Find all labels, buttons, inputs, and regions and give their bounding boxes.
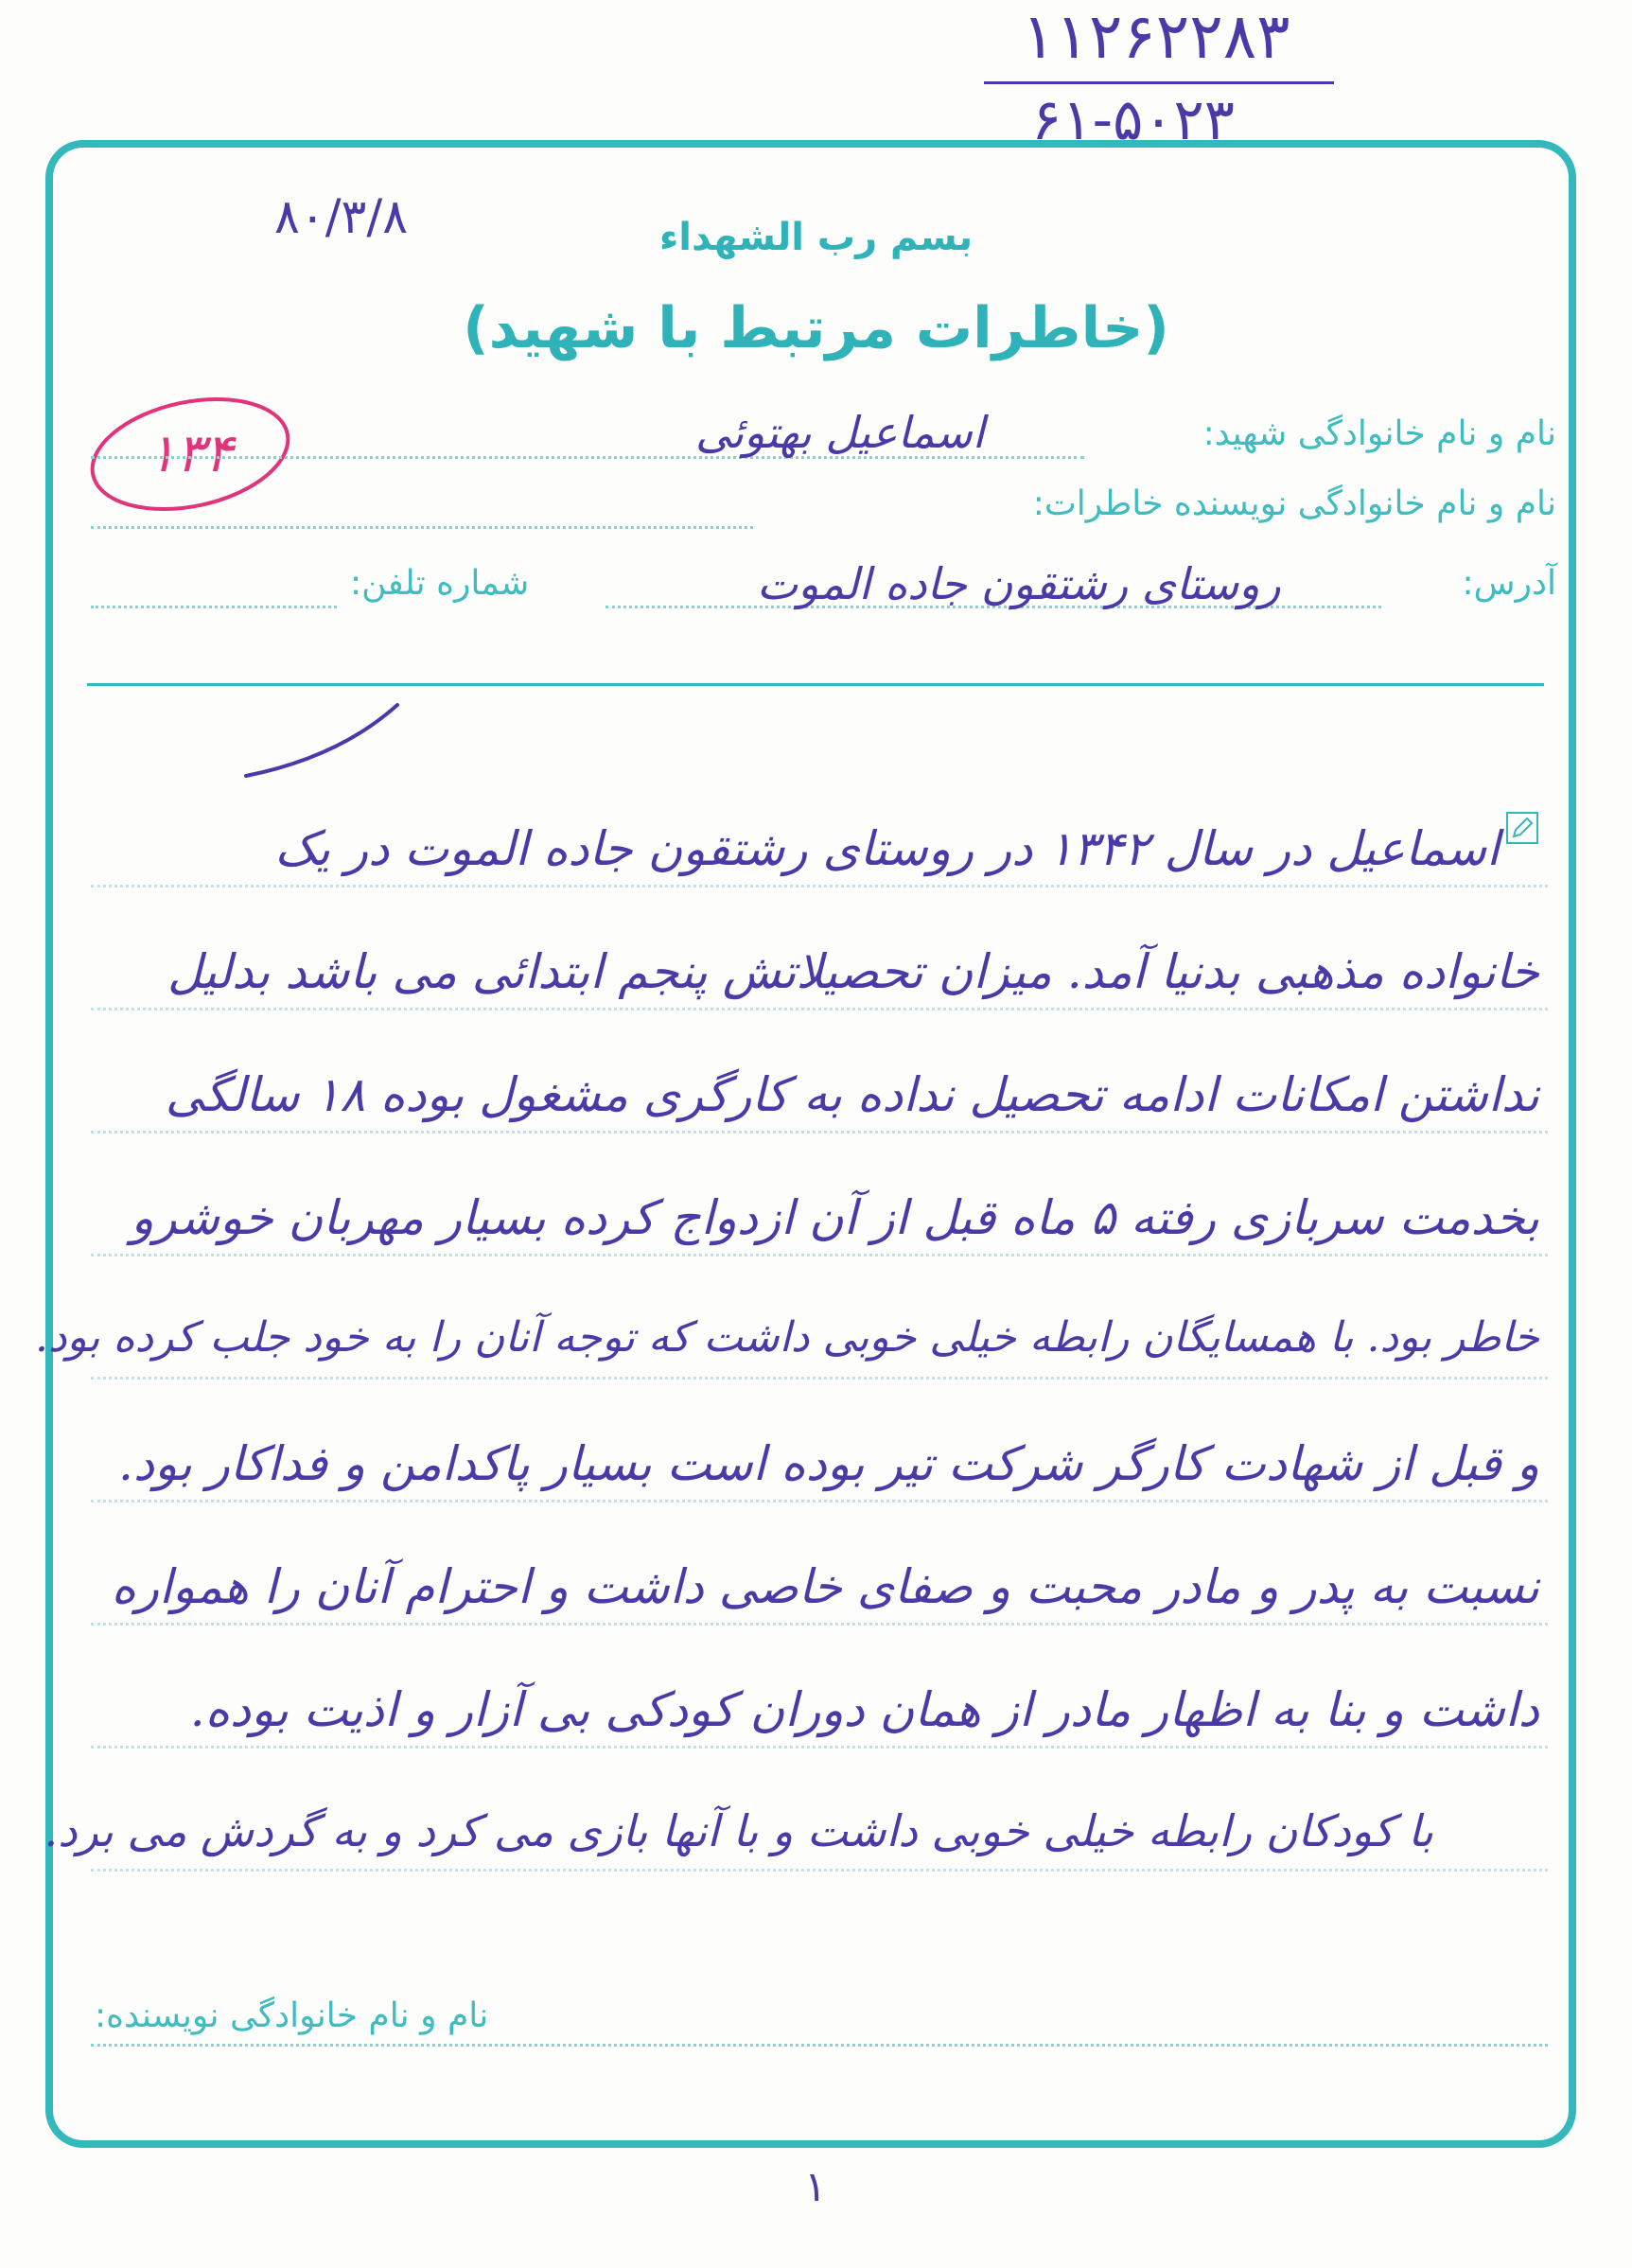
memoir-line: با کودکان رابطه خیلی خوبی داشت و با آنها بازی می کرد و به گردش می برد. xyxy=(44,1805,1433,1856)
pencil-icon xyxy=(1506,812,1538,844)
writer-name-line xyxy=(91,526,753,529)
phone-line xyxy=(91,606,337,608)
memoir-line: نسبت به پدر و مادر محبت و صفای خاصی داشت و احترام آنان را همواره xyxy=(111,1559,1539,1614)
memoir-line: بخدمت سربازی رفته ۵ ماه قبل از آن ازدواج کرده بسیار مهربان خوشرو xyxy=(131,1190,1539,1245)
ruled-line xyxy=(91,1131,1548,1134)
ruled-line xyxy=(91,1008,1548,1011)
archive-number-top: ۱۱۲۶۲۲۸۳ xyxy=(1022,0,1290,73)
memoir-line: داشت و بنا به اظهار مادر از همان دوران کودکی بی آزار و اذیت بوده. xyxy=(189,1682,1539,1737)
header-separator xyxy=(87,683,1544,686)
page-number: ۱ xyxy=(804,2163,827,2211)
memoir-line: و قبل از شهادت کارگر شرکت تیر بوده است بسیار پاکدامن و فداکار بود. xyxy=(117,1436,1539,1491)
form-title: (خاطرات مرتبط با شهید) xyxy=(463,295,1169,361)
writer-footer-line xyxy=(91,2044,1548,2047)
writer-footer-label: نام و نام خانوادگی نویسنده: xyxy=(95,1996,489,2035)
archive-number-divider xyxy=(984,81,1334,84)
page-stamp-number: ۱۳۴ xyxy=(147,423,234,484)
address-value: روستای رشتقون جاده الموت xyxy=(757,558,1281,609)
address-label: آدرس: xyxy=(1462,564,1556,603)
memoir-line: اسماعیل در سال ۱۳۴۲ در روستای رشتقون جاده الموت در یک xyxy=(274,821,1500,876)
ruled-line xyxy=(91,1869,1548,1872)
martyr-name-value: اسماعیل بهتوئی xyxy=(695,407,985,458)
ink-flourish-stroke xyxy=(246,705,397,776)
phone-label: شماره تلفن: xyxy=(350,564,530,603)
memoir-line: خانواده مذهبی بدنیا آمد. میزان تحصیلاتش پنجم ابتدائی می باشد بدلیل xyxy=(167,944,1539,999)
memoir-line: نداشتن امکانات ادامه تحصیل نداده به کارگری مشغول بوده ۱۸ سالگی xyxy=(165,1067,1539,1122)
basmala-heading: بسم رب الشهداء xyxy=(658,216,974,259)
writer-name-label: نام و نام خانوادگی نویسنده خاطرات: xyxy=(1032,484,1556,523)
page-stamp xyxy=(81,388,299,520)
ruled-line xyxy=(91,1623,1548,1626)
memoir-line: خاطر بود. با همسایگان رابطه خیلی خوبی داشت که توجه آنان را به خود جلب کرده بود. xyxy=(34,1313,1539,1362)
form-date: ۸۰/۳/۸ xyxy=(274,189,409,244)
ruled-line xyxy=(91,1254,1548,1257)
ink-flourish xyxy=(237,700,407,785)
ruled-line xyxy=(91,1377,1548,1380)
martyr-name-label: نام و نام خانوادگی شهید: xyxy=(1202,414,1556,453)
archive-number-bottom: ۶۱-۵۰۲۳ xyxy=(1031,87,1236,153)
ruled-line xyxy=(91,885,1548,888)
ruled-line xyxy=(91,1746,1548,1749)
ruled-line xyxy=(91,1500,1548,1503)
